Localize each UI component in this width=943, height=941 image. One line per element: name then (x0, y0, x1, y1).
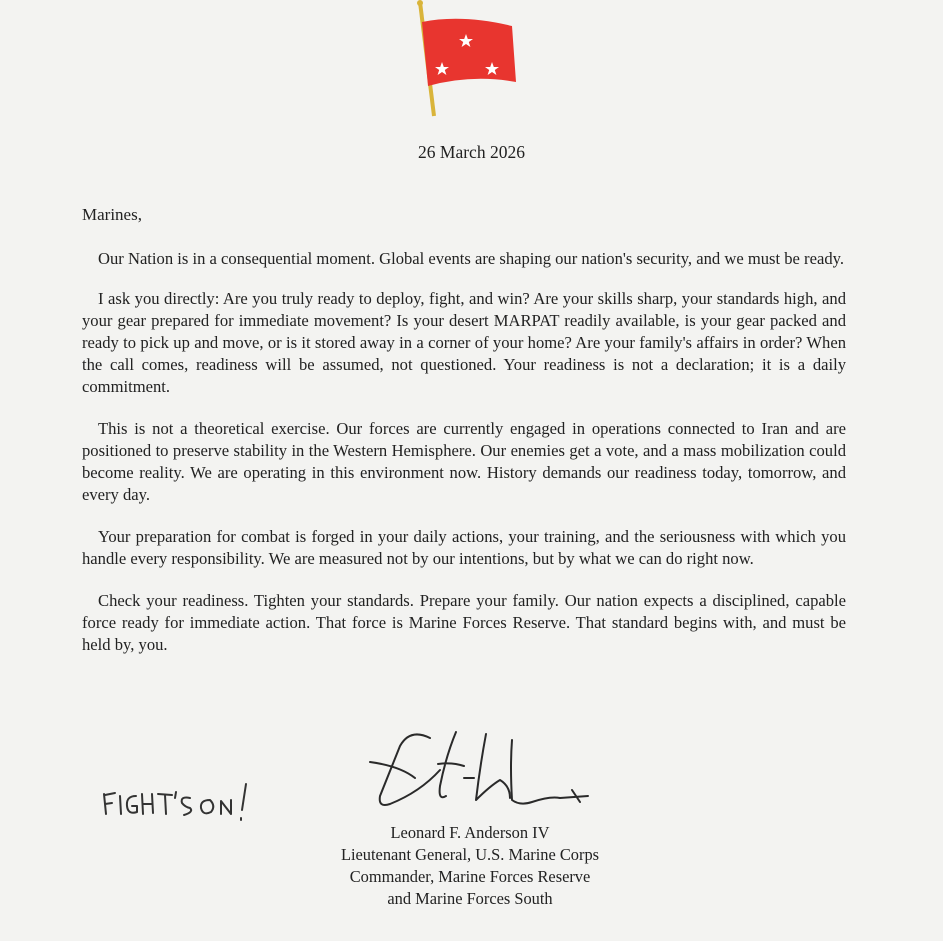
paragraph-3: This is not a theoretical exercise. Our forces are currently engaged in operations connected to Iran and are positioned to preserve stability in the Western Hemisphere. Our enemies get a vote, and a mass mobilization could become reality. We are operating in this environment now. History demands our readiness today, tomorrow, and every day. (82, 419, 846, 504)
signer-name: Leonard F. Anderson IV (390, 823, 550, 842)
signer-position-line-2: and Marine Forces South (387, 889, 553, 908)
paragraph-4: Your preparation for combat is forged in your daily actions, your training, and the seriousness with which you handle every responsibility. We are measured not by our intentions, but by what we can do right now. (82, 527, 846, 568)
letter-salutation: Marines, (82, 205, 142, 224)
signer-position-line-1: Commander, Marine Forces Reserve (349, 867, 591, 886)
signature (360, 726, 600, 826)
paragraph-2: I ask you directly: Are you truly ready to deploy, fight, and win? Are your skills sharp, your standards high, and your gear prepared for immediate movement? Is your desert MARPAT readily available, is your gear packed and ready to pick up and move, or is it stored away in a corner of your home? Are your family's affairs in order? When the call comes, readiness will be assumed, not questioned. Your readiness is not a declaration; it is a daily commitment. (82, 289, 846, 396)
paragraph-1: Our Nation is in a consequential moment. Global events are shaping our nation's security, and we must be ready. (98, 249, 844, 268)
paragraph-5: Check your readiness. Tighten your standards. Prepare your family. Our nation expects a disciplined, capable force ready for immediate action. That force is Marine Forces Reserve. That standard begins with, and must be held by, you. (82, 591, 846, 654)
three-star-flag-icon (412, 0, 522, 118)
letter-body (82, 248, 846, 676)
signature-block (300, 822, 640, 910)
signer-title: Lieutenant General, U.S. Marine Corps (340, 845, 600, 864)
letter-date: 26 March 2026 (418, 142, 525, 162)
handwritten-note (100, 774, 270, 834)
